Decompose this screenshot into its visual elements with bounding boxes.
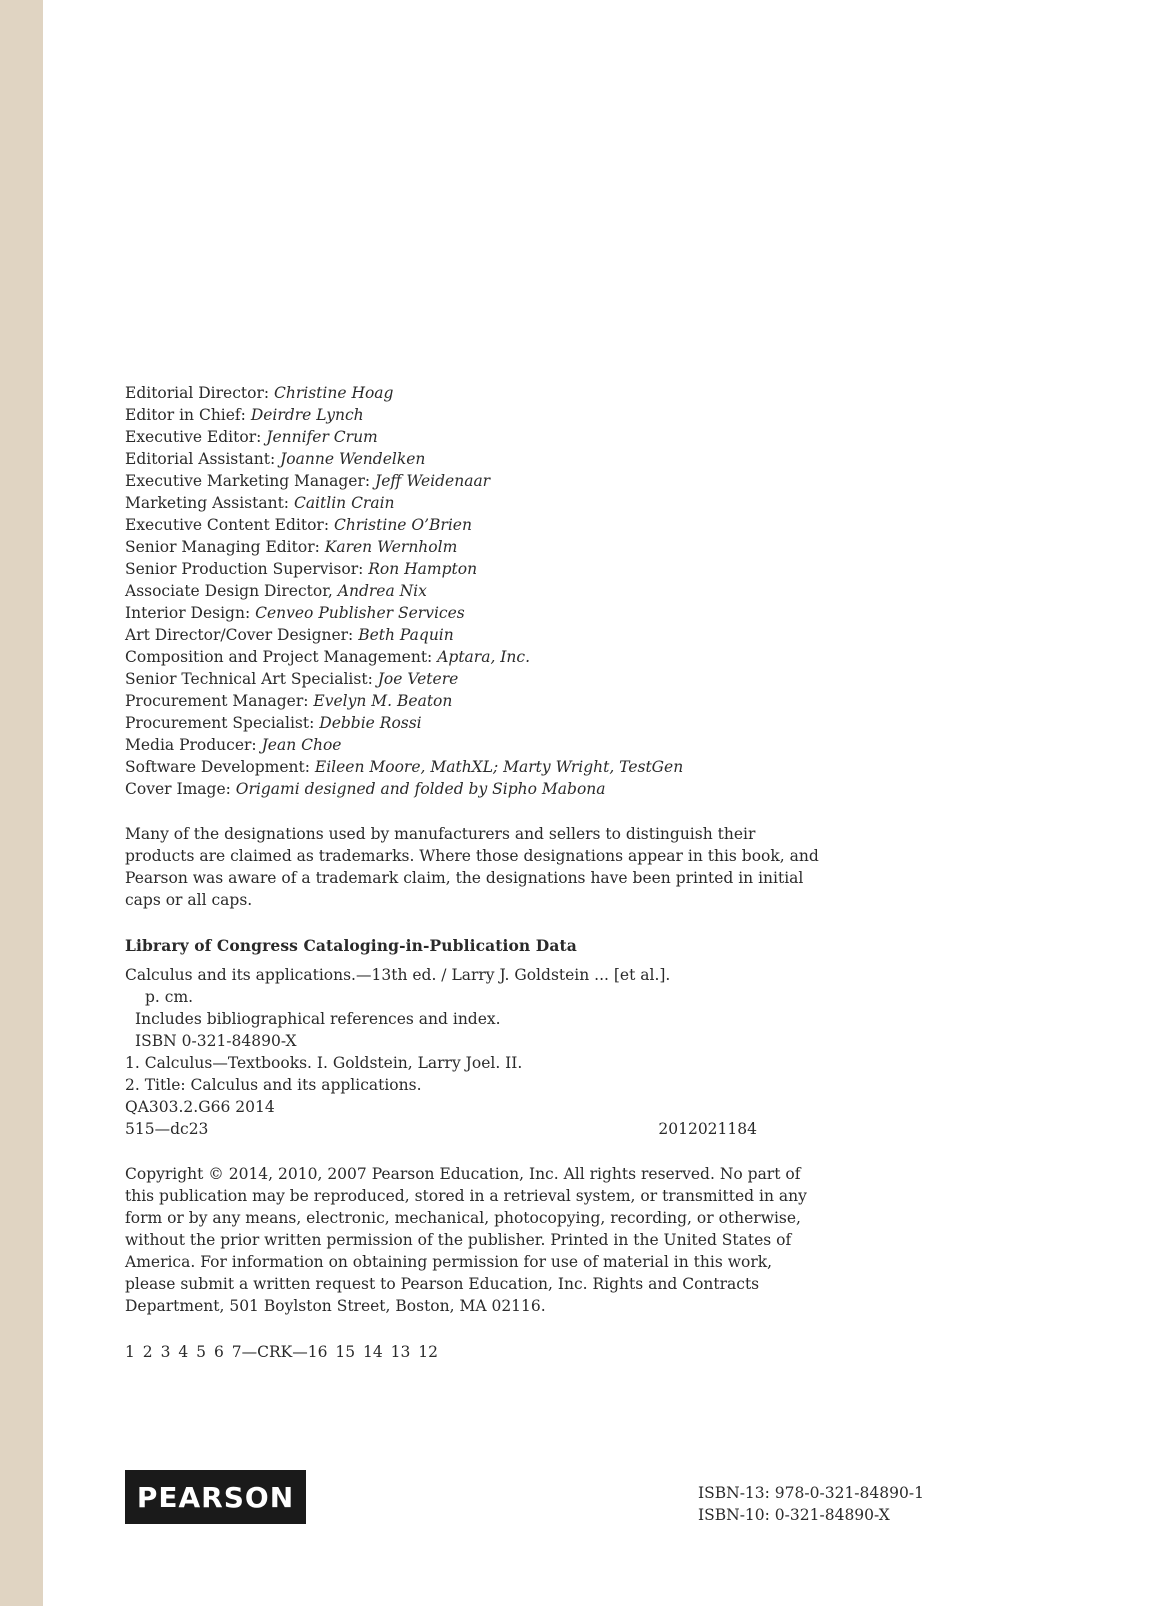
credit-line xyxy=(125,382,683,404)
credit-line xyxy=(125,426,683,448)
credit-role: Software Development: xyxy=(125,758,315,776)
credit-name: Ron Hampton xyxy=(368,560,478,578)
credit-name: Beth Paquin xyxy=(358,626,454,644)
cip-line: 2. Title: Calculus and its applications. xyxy=(125,1076,422,1094)
print-line: 1 2 3 4 5 6 7—CRK—16 15 14 13 12 xyxy=(125,1343,439,1361)
credit-line xyxy=(125,404,683,426)
credit-name: Aptara, Inc. xyxy=(437,648,531,666)
credit-name: Christine O’Brien xyxy=(333,516,472,534)
isbn-10: ISBN-10: 0-321-84890-X xyxy=(698,1506,890,1524)
credit-name: Jeff Weidenaar xyxy=(375,472,491,490)
credit-line xyxy=(125,756,683,778)
credit-role: Media Producer: xyxy=(125,736,262,754)
cip-line: p. cm. xyxy=(145,988,194,1006)
copyright-notice: Copyright © 2014, 2010, 2007 Pearson Education, Inc. All rights reserved. No part of this publication may be reproduced, stored in a retrieval system, or transmitted in any form or by any means, electronic, mechanical, photocopying, recording, or otherwise, without the prior written permission of the publisher. Printed in the United States of America. For information on obtaining permission for use of material in this work, please submit a written request to Pearson Education, Inc. Rights and Contracts Department, 501 Boylston Street, Boston, MA 02116. xyxy=(125,1165,807,1315)
credit-line xyxy=(125,734,683,756)
cip-line: ISBN 0-321-84890-X xyxy=(135,1032,297,1050)
credits-list xyxy=(125,382,683,800)
credit-line xyxy=(125,624,683,646)
trademark-notice: Many of the designations used by manufacturers and sellers to distinguish their products are claimed as trademarks. Where those designations appear in this book, and Pearson was aware of a trademark claim, the designations have been printed in initial caps or all caps. xyxy=(125,825,819,909)
cip-lccn: 2012021184 xyxy=(658,1120,757,1138)
cip-title: Library of Congress Cataloging-in-Publication Data xyxy=(125,936,577,955)
credit-role: Senior Production Supervisor: xyxy=(125,560,369,578)
cip-line: Calculus and its applications.—13th ed. / Larry J. Goldstein ... [et al.]. xyxy=(125,966,671,984)
credit-line xyxy=(125,712,683,734)
credit-role: Executive Editor: xyxy=(125,428,267,446)
credit-line xyxy=(125,668,683,690)
credit-role: Senior Managing Editor: xyxy=(125,538,325,556)
page-edge-band xyxy=(0,0,43,1606)
credit-role: Marketing Assistant: xyxy=(125,494,294,512)
credit-name: Joe Vetere xyxy=(377,670,459,688)
credit-role: Editorial Director: xyxy=(125,384,275,402)
credit-role: Executive Marketing Manager: xyxy=(125,472,376,490)
credit-role: Editor in Chief: xyxy=(125,406,251,424)
credit-name: Jean Choe xyxy=(261,736,342,754)
credit-line xyxy=(125,514,683,536)
credit-role: Art Director/Cover Designer: xyxy=(125,626,359,644)
credit-line xyxy=(125,558,683,580)
credit-name: Karen Wernholm xyxy=(324,538,458,556)
credit-line xyxy=(125,778,683,800)
credit-name: Jennifer Crum xyxy=(266,428,378,446)
cip-line: QA303.2.G66 2014 xyxy=(125,1098,275,1116)
credit-line xyxy=(125,690,683,712)
credit-role: Editorial Assistant: xyxy=(125,450,281,468)
credit-line xyxy=(125,646,683,668)
cip-line: Includes bibliographical references and index. xyxy=(135,1010,501,1028)
credit-name: Origami designed and folded by Sipho Mabona xyxy=(235,780,606,798)
credit-role: Procurement Specialist: xyxy=(125,714,320,732)
credit-line xyxy=(125,536,683,558)
cip-classification: 515—dc23 xyxy=(125,1120,209,1138)
credit-name: Joanne Wendelken xyxy=(280,450,426,468)
credit-line xyxy=(125,470,683,492)
cip-line: 1. Calculus—Textbooks. I. Goldstein, Larry Joel. II. xyxy=(125,1054,523,1072)
credit-line xyxy=(125,580,683,602)
credit-name: Eileen Moore, MathXL; Marty Wright, TestGen xyxy=(314,758,684,776)
credit-role: Interior Design: xyxy=(125,604,256,622)
credit-role: Senior Technical Art Specialist: xyxy=(125,670,378,688)
credit-role: Associate Design Director, xyxy=(125,582,338,600)
credit-name: Evelyn M. Beaton xyxy=(313,692,453,710)
credit-line xyxy=(125,492,683,514)
credit-name: Deirdre Lynch xyxy=(250,406,364,424)
credit-role: Procurement Manager: xyxy=(125,692,314,710)
credit-role: Composition and Project Management: xyxy=(125,648,438,666)
credit-name: Debbie Rossi xyxy=(319,714,422,732)
credit-name: Cenveo Publisher Services xyxy=(255,604,465,622)
cip-data xyxy=(125,964,757,1140)
credit-line xyxy=(125,448,683,470)
credit-role: Executive Content Editor: xyxy=(125,516,334,534)
credit-name: Caitlin Crain xyxy=(293,494,395,512)
credit-role: Cover Image: xyxy=(125,780,236,798)
credit-name: Andrea Nix xyxy=(337,582,427,600)
pearson-logo: PEARSON xyxy=(125,1470,306,1524)
credit-name: Christine Hoag xyxy=(274,384,394,402)
isbn-13: ISBN-13: 978-0-321-84890-1 xyxy=(698,1484,924,1502)
credit-line xyxy=(125,602,683,624)
isbn-block xyxy=(698,1482,924,1526)
cip-classification-row xyxy=(125,1118,757,1140)
